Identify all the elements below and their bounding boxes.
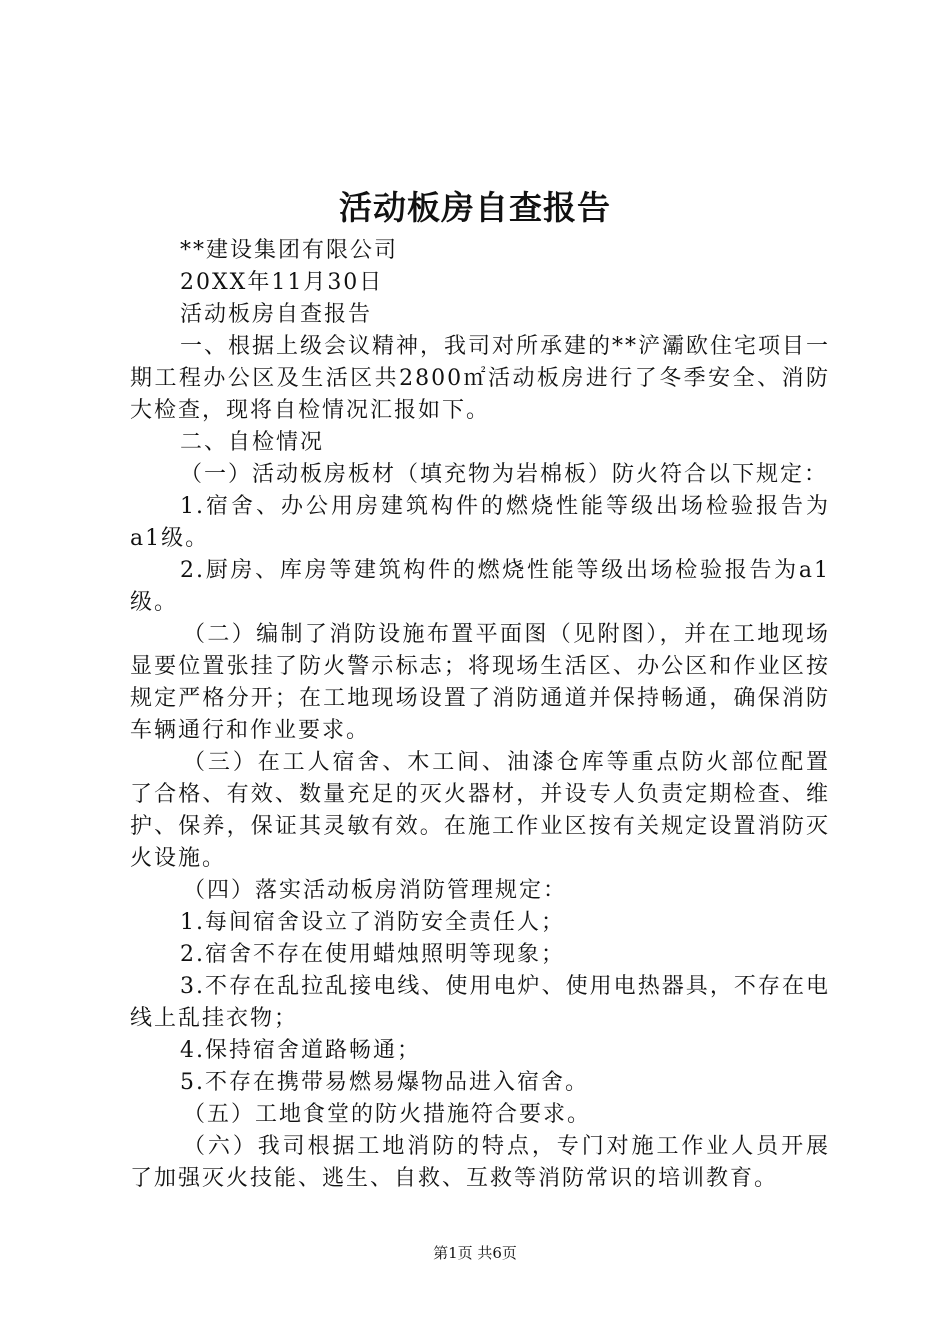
paragraph-item-4-1: 1.每间宿舍设立了消防安全责任人； — [180, 910, 565, 935]
paragraph-section-2-heading: 二、自检情况 — [180, 430, 325, 455]
paragraph-item-1-1: 1.宿舍、办公用房建筑构件的燃烧性能等级出场检验报告为a1级。 — [130, 494, 830, 551]
paragraph-item-1: （一）活动板房板材（填充物为岩棉板）防火符合以下规定： — [180, 462, 829, 487]
paragraph-item-4: （四）落实活动板房消防管理规定： — [183, 878, 568, 903]
paragraph-item-4-4: 4.保持宿舍道路畅通； — [180, 1038, 421, 1063]
paragraph-item-2: （二）编制了消防设施布置平面图（见附图），并在工地现场显要位置张挂了防火警示标志；将现场生活区、办公区和作业区按规定严格分开；在工地现场设置了消防通道并保持畅通，确保消防车辆通行和作业要求。 — [130, 622, 830, 743]
paragraph-date: 20XX年11月30日 — [180, 270, 384, 295]
paragraph-section-1: 一、根据上级会议精神，我司对所承建的**浐灞欧住宅项目一期工程办公区及生活区共2800㎡活动板房进行了冬季安全、消防大检查，现将自检情况汇报如下。 — [130, 334, 831, 423]
page-number-footer: 第1页 共6页 — [433, 1244, 517, 1262]
paragraph-item-1-2: 2.厨房、库房等建筑构件的燃烧性能等级出场检验报告为a1级。 — [130, 558, 830, 615]
paragraph-item-4-3: 3.不存在乱拉乱接电线、使用电炉、使用电热器具，不存在电线上乱挂衣物； — [130, 974, 830, 1031]
paragraph-subtitle: 活动板房自查报告 — [180, 302, 373, 327]
document-title: 活动板房自查报告 — [339, 188, 611, 227]
paragraph-item-3: （三）在工人宿舍、木工间、油漆仓库等重点防火部位配置了合格、有效、数量充足的灭火器材，并设专人负责定期检查、维护、保养，保证其灵敏有效。在施工作业区按有关规定设置消防灭火设施。 — [130, 750, 830, 871]
paragraph-item-6: （六）我司根据工地消防的特点，专门对施工作业人员开展了加强灭火技能、逃生、自救、互救等消防常识的培训教育。 — [130, 1134, 830, 1191]
paragraph-item-5: （五）工地食堂的防火措施符合要求。 — [183, 1102, 592, 1127]
paragraph-item-4-5: 5.不存在携带易燃易爆物品进入宿舍。 — [180, 1070, 589, 1095]
document-body — [130, 235, 830, 1195]
paragraph-company: **建设集团有限公司 — [180, 238, 399, 263]
paragraph-item-4-2: 2.宿舍不存在使用蜡烛照明等现象； — [180, 942, 565, 967]
